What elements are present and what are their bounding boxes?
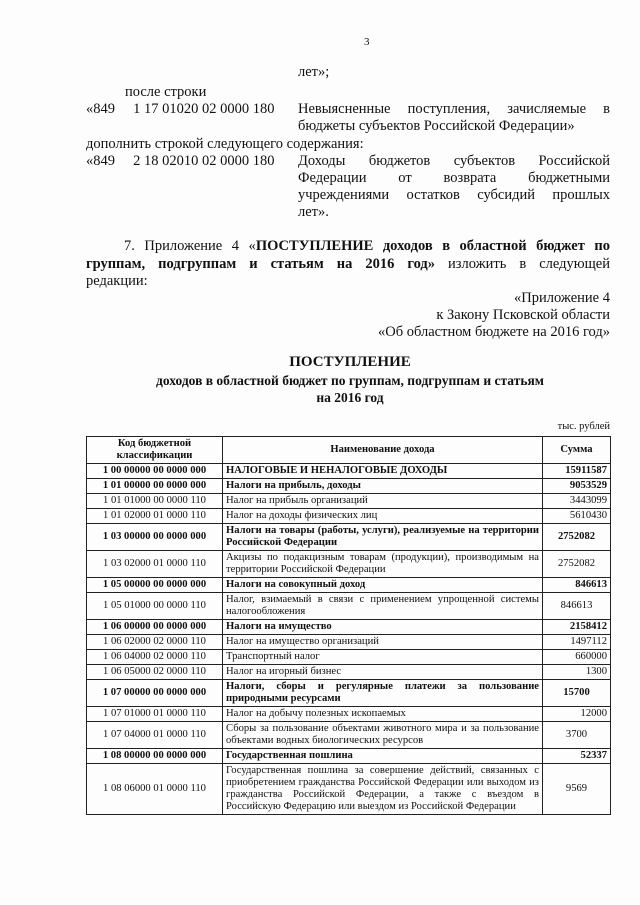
- header-name: Наименование дохода: [223, 437, 543, 464]
- table-cell-code: 1 06 00000 00 0000 000: [87, 620, 223, 635]
- appendix-line3: «Об областном бюджете на 2016 год»: [378, 324, 610, 340]
- table-row: [87, 551, 611, 578]
- row2-text-c: учреждениями остатков субсидий прошлых: [298, 187, 610, 203]
- unit-label: тыс. рублей: [557, 421, 610, 432]
- table-cell-sum: 846613: [543, 593, 611, 620]
- table-cell-sum: 15911587: [543, 464, 611, 479]
- table-row: [87, 680, 611, 707]
- table-row: [87, 524, 611, 551]
- table-cell-sum: 3700: [543, 722, 611, 749]
- table-row: [87, 509, 611, 524]
- point7-line1-b: ПОСТУПЛЕНИЕ доходов в областной бюджет по: [255, 238, 610, 254]
- point7-line2: [86, 256, 610, 273]
- point7-line3: редакции:: [86, 273, 148, 289]
- heading-sub1: доходов в областной бюджет по группам, подгруппам и статьям: [156, 373, 544, 388]
- table-cell-sum: 2158412: [543, 620, 611, 635]
- table-row: [87, 593, 611, 620]
- table-row: [87, 764, 611, 815]
- table-row: [87, 665, 611, 680]
- table-cell-code: 1 01 02000 01 0000 110: [87, 509, 223, 524]
- row2-text-d: лет».: [298, 204, 329, 220]
- table-cell-name: Налоги на прибыль, доходы: [223, 479, 543, 494]
- table-cell-name: Налог на добычу полезных ископаемых: [223, 707, 543, 722]
- table-row: [87, 494, 611, 509]
- table-cell-name: Налоги, сборы и регулярные платежи за пользование природными ресурсами: [223, 680, 543, 707]
- table-cell-sum: 1497112: [543, 635, 611, 650]
- header-sum: Сумма: [543, 437, 611, 464]
- table-cell-code: 1 08 06000 01 0000 110: [87, 764, 223, 815]
- table-cell-sum: 12000: [543, 707, 611, 722]
- table-cell-code: 1 07 00000 00 0000 000: [87, 680, 223, 707]
- table-cell-name: Акцизы по подакцизным товарам (продукции), производимым на территории Российской Федерации: [223, 551, 543, 578]
- table-body: [87, 464, 611, 815]
- table-row: [87, 722, 611, 749]
- table-cell-sum: 52337: [543, 749, 611, 764]
- table-row: [87, 707, 611, 722]
- table-cell-name: Государственная пошлина: [223, 749, 543, 764]
- table-cell-sum: 1300: [543, 665, 611, 680]
- heading-sub2: на 2016 год: [316, 390, 384, 405]
- point7-line1-a: 7. Приложение 4 «: [124, 238, 256, 254]
- point7-line2-b: изложить в следующей: [435, 256, 610, 272]
- table-row: [87, 464, 611, 479]
- text-after-row: после строки: [125, 84, 207, 100]
- table-cell-name: Налог на прибыль организаций: [223, 494, 543, 509]
- table-cell-sum: 9569: [543, 764, 611, 815]
- row1-code: «849 1 17 01020 02 0000 180: [86, 101, 275, 117]
- table-cell-code: 1 07 01000 01 0000 110: [87, 707, 223, 722]
- table-row: [87, 749, 611, 764]
- table-cell-name: Транспортный налог: [223, 650, 543, 665]
- table-cell-name: Налог на имущество организаций: [223, 635, 543, 650]
- row2-text-a: Доходы бюджетов субъектов Российской: [298, 153, 610, 169]
- table-cell-sum: 2752082: [543, 551, 611, 578]
- row1-text-b: бюджеты субъектов Российской Федерации»: [298, 118, 575, 134]
- page-number: 3: [364, 36, 370, 48]
- table-cell-code: 1 01 00000 00 0000 000: [87, 479, 223, 494]
- row2-text-b: Федерации от возврата бюджетными: [298, 170, 610, 186]
- table-row: [87, 650, 611, 665]
- row2-code: «849 2 18 02010 02 0000 180: [86, 153, 275, 169]
- table-cell-sum: 2752082: [543, 524, 611, 551]
- text-add-line: дополнить строкой следующего содержания:: [86, 136, 364, 152]
- table-cell-name: Налоги на совокупный доход: [223, 578, 543, 593]
- point7-line2-a: группам, подгруппам и статьям на 2016 год»: [86, 256, 436, 272]
- table-cell-code: 1 05 00000 00 0000 000: [87, 578, 223, 593]
- table-row: [87, 479, 611, 494]
- appendix-line2: к Закону Псковской области: [436, 307, 610, 323]
- header-code: Код бюджетной классификации: [87, 437, 223, 464]
- table-cell-code: 1 07 04000 01 0000 110: [87, 722, 223, 749]
- table-cell-code: 1 06 02000 02 0000 110: [87, 635, 223, 650]
- budget-table: [86, 436, 611, 815]
- table-cell-code: 1 06 04000 02 0000 110: [87, 650, 223, 665]
- table-cell-code: 1 00 00000 00 0000 000: [87, 464, 223, 479]
- table-cell-name: Налог на доходы физических лиц: [223, 509, 543, 524]
- table-row: [87, 620, 611, 635]
- table-cell-code: 1 06 05000 02 0000 110: [87, 665, 223, 680]
- table-cell-code: 1 03 00000 00 0000 000: [87, 524, 223, 551]
- table-cell-name: НАЛОГОВЫЕ И НЕНАЛОГОВЫЕ ДОХОДЫ: [223, 464, 543, 479]
- table-cell-code: 1 05 01000 00 0000 110: [87, 593, 223, 620]
- table-cell-name: Налог на игорный бизнес: [223, 665, 543, 680]
- appendix-line1: «Приложение 4: [514, 290, 610, 306]
- row1-text-a: Невыясненные поступления, зачисляемые в: [298, 101, 610, 117]
- table-row: [87, 578, 611, 593]
- table-cell-name: Налоги на имущество: [223, 620, 543, 635]
- table-cell-sum: 660000: [543, 650, 611, 665]
- table-cell-code: 1 01 01000 00 0000 110: [87, 494, 223, 509]
- point7-line1: [124, 238, 610, 255]
- heading-title: ПОСТУПЛЕНИЕ: [289, 354, 411, 370]
- table-cell-name: Налог, взимаемый в связи с применением упрощенной системы налогообложения: [223, 593, 543, 620]
- table-cell-sum: 3443099: [543, 494, 611, 509]
- table-cell-code: 1 08 00000 00 0000 000: [87, 749, 223, 764]
- table-cell-name: Налоги на товары (работы, услуги), реализуемые на территории Российской Федерации: [223, 524, 543, 551]
- table-cell-sum: 9053529: [543, 479, 611, 494]
- table-cell-sum: 846613: [543, 578, 611, 593]
- table-cell-name: Государственная пошлина за совершение действий, связанных с приобретением гражданства Российской Федерации или выходом из гражданства Российской Федерации, а также с въездом в Российскую Федерацию или выездом из Российской Федерации: [223, 764, 543, 815]
- table-cell-sum: 15700: [543, 680, 611, 707]
- table-row: [87, 635, 611, 650]
- table-cell-code: 1 03 02000 01 0000 110: [87, 551, 223, 578]
- table-cell-name: Сборы за пользование объектами животного мира и за пользование объектами водных биологических ресурсов: [223, 722, 543, 749]
- table-cell-sum: 5610430: [543, 509, 611, 524]
- text-line-end: лет»;: [298, 64, 330, 80]
